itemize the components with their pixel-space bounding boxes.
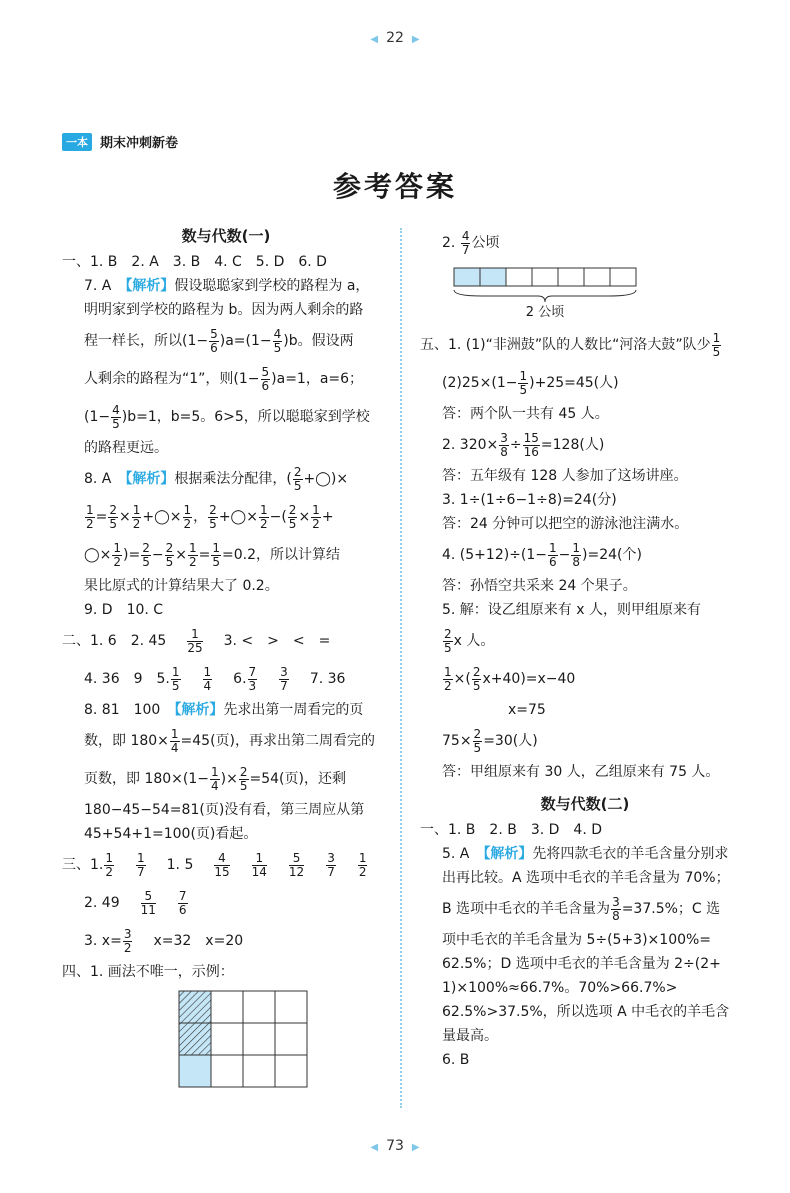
series-name: 期末冲刺新卷: [100, 136, 179, 151]
answer-line: 果比原式的计算结果大了 0.2。: [84, 578, 279, 594]
answer-line: 4. (5+12)÷(1− $\frac{1}{6}$ − $\frac{1}{8}$ )=24(个): [442, 540, 642, 569]
shaded-grid-figure: [178, 990, 310, 1090]
answer-line: 页数，即 180×(1− $\frac{1}{4}$ )× $\frac{2}{5}$ =54(页)，还剩: [84, 764, 346, 793]
answer-line: 2. 49 $\frac{5}{11}$ $\frac{7}{6}$: [84, 888, 187, 917]
answer-line: 5. A 【解析】先将四款毛衣的羊毛含量分别求: [442, 846, 729, 862]
right-arrow-icon: ▶: [411, 1142, 420, 1153]
answer-line: 8. A 【解析】根据乘法分配律，( $\frac{2}{5}$ +◯)×: [84, 464, 349, 493]
answer-line: ◯× $\frac{1}{2}$ )= $\frac{2}{5}$ − $\frac{2}{5}$ × $\frac{1}{2}$ = $\frac{1}{5}$ =0.2，所以计算结: [84, 540, 341, 569]
answer-line: $\frac{2}{5}$ x 人。: [444, 626, 495, 655]
answer-line: 程一样长，所以(1− $\frac{5}{6}$ )a=(1− $\frac{4}{5}$ )b。假设两: [84, 326, 354, 355]
answer-line: B 选项中毛衣的羊毛含量为 $\frac{3}{8}$ =37.5%；C 选: [442, 894, 721, 923]
answer-line: 答：甲组原来有 30 人，乙组原来有 75 人。: [442, 764, 720, 780]
analysis-label: 【解析】: [125, 471, 175, 487]
analysis-label: 【解析】: [125, 278, 175, 294]
answer-line: 2. 320× $\frac{3}{8}$ ÷ $\frac{15}{16}$ =128(人): [442, 430, 605, 459]
answer-line: $\frac{1}{2}$ ×( $\frac{2}{5}$ x+40)=x−40: [444, 664, 576, 693]
answer-line: 答：两个队一共有 45 人。: [442, 406, 609, 422]
answer-line: 的路程更远。: [84, 440, 168, 456]
answer-line: 7. A 【解析】假设聪聪家到学校的路程为 a，: [84, 278, 370, 294]
answer-line: x=75: [508, 702, 546, 718]
answer-line: 一、1. B 2. A 3. B 4. C 5. D 6. D: [62, 254, 327, 270]
analysis-label: 【解析】: [483, 846, 533, 862]
series-tag: 一本: [62, 133, 92, 151]
answer-line: 3. 1÷(1÷6−1÷8)=24(分): [442, 492, 617, 508]
answer-line: 5. 解：设乙组原来有 x 人，则甲组原来有: [442, 602, 701, 618]
answer-line: 1)×100%≈66.7%。70%>66.7%>: [442, 980, 678, 996]
answer-line: 数，即 180× $\frac{1}{4}$ =45(页)，再求出第二周看完的: [84, 726, 376, 755]
answer-line: 五、1. (1)“非洲鼓”队的人数比“河洛大鼓”队少 $\frac{1}{5}$: [420, 330, 721, 359]
answer-line: 4. 36 9 5. $\frac{1}{5}$ $\frac{1}{4}$ 6. $\frac{7}{3}$ $\frac{3}{7}$ 7. 36: [84, 664, 346, 693]
strip-label: 2 公顷: [525, 305, 565, 318]
page-title: 参考答案: [332, 170, 457, 203]
page-number-top: ◀ 22 ▶: [370, 30, 420, 46]
answer-line: 75× $\frac{2}{5}$ =30(人): [442, 726, 538, 755]
answer-line: 答：五年级有 128 人参加了这场讲座。: [442, 468, 688, 484]
analysis-label: 【解析】: [174, 702, 224, 718]
series-header: [62, 132, 178, 151]
answer-line: 180−45−54=81(页)没有看，第三周应从第: [84, 802, 365, 818]
answer-line: 四、1. 画法不唯一，示例：: [62, 964, 234, 980]
answer-line: 62.5%；D 选项中毛衣的羊毛含量为 2÷(2+: [442, 956, 721, 972]
answer-line: 3. x= $\frac{3}{2}$ x=32 x=20: [84, 926, 244, 955]
section-title: 数与代数(二): [540, 795, 630, 813]
answer-line: $\frac{1}{2}$ = $\frac{2}{5}$ × $\frac{1}{2}$ +◯× $\frac{1}{2}$ ， $\frac{2}{5}$ +◯× $\frac{1}{2}$ −( $\frac{2}{5}$ × $\frac{1}{2}$ +: [86, 502, 334, 531]
answer-line: 二、1. 6 2. 45 $\frac{1}{25}$ 3. < > < =: [62, 626, 331, 655]
answer-line: 8. 81 100 【解析】先求出第一周看完的页: [84, 702, 364, 718]
answer-line: 人剩余的路程为“1”，则(1− $\frac{5}{6}$ )a=1，a=6；: [84, 364, 364, 393]
answer-line: 62.5%>37.5%，所以选项 A 中毛衣的羊毛含: [442, 1004, 730, 1020]
answer-line: 出再比较。A 选项中毛衣的羊毛含量为 70%；: [442, 870, 730, 886]
strip-diagram: [452, 266, 642, 318]
answer-line: 答：孙悟空共采来 24 个果子。: [442, 578, 637, 594]
left-arrow-icon: ◀: [370, 1142, 379, 1153]
left-arrow-icon: ◀: [370, 34, 379, 45]
page-number-bottom: ◀ 73 ▶: [370, 1138, 420, 1154]
answer-line: 6. B: [442, 1052, 470, 1068]
right-column: [420, 224, 750, 1072]
answer-line: 明明家到学校的路程为 b。因为两人剩余的路: [84, 302, 364, 318]
answer-line: 一、1. B 2. B 3. D 4. D: [420, 822, 602, 838]
left-column: [62, 224, 390, 1098]
right-arrow-icon: ▶: [411, 34, 420, 45]
answer-line: 项中毛衣的羊毛含量为 5÷(5+3)×100%=: [442, 932, 712, 948]
answer-line: 45+54+1=100(页)看起。: [84, 826, 258, 842]
column-divider: [400, 228, 402, 1108]
answer-line: 2. $\frac{4}{7}$ 公顷: [442, 228, 500, 257]
answer-line: (1− $\frac{4}{5}$ )b=1，b=5。6>5，所以聪聪家到学校: [84, 402, 370, 431]
answer-line: 9. D 10. C: [84, 602, 164, 618]
answer-line: 量最高。: [442, 1028, 498, 1044]
section-title: 数与代数(一): [181, 227, 271, 245]
answer-line: 三、1. $\frac{1}{2}$ $\frac{1}{7}$ 1. 5 $\frac{4}{15}$ $\frac{1}{14}$ $\frac{5}{12}$ $\frac{3}{7}$ $\frac{1}{2}$: [62, 850, 367, 879]
answer-line: (2)25×(1− $\frac{1}{5}$ )+25=45(人): [442, 368, 619, 397]
answer-line: 答：24 分钟可以把空的游泳池注满水。: [442, 516, 689, 532]
